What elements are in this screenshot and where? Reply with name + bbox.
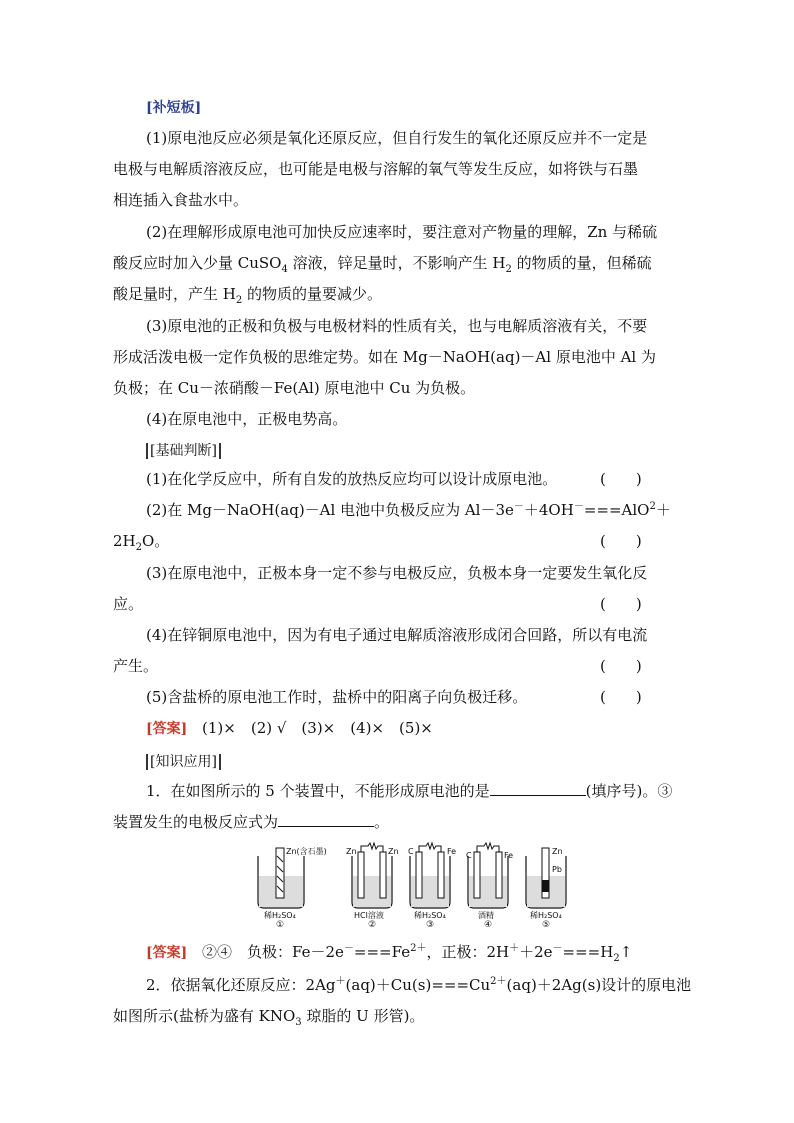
cell-5-number: ⑤ — [542, 920, 551, 930]
cell-2-number: ② — [368, 920, 377, 930]
cell-5-top-label: Zn — [552, 847, 563, 856]
judge-q1: (1)在化学反应中，所有自发的放热反应均可以设计成原电池。 — [146, 470, 558, 488]
section-heading-zhi-shi-ying-yong: [知识应用] — [146, 752, 221, 772]
judge-q2-line-2: $2H_2O$。 — [113, 532, 170, 553]
cell-4-left-label: C — [466, 851, 472, 860]
paragraph-1-line-3: 相连插入食盐水中。 — [113, 191, 249, 209]
cell-5-solution: 稀H₂SO₄ — [530, 911, 562, 920]
judge-q4-line-2: 产生。 — [113, 657, 159, 675]
cell-3-solution: 稀H₂SO₄ — [414, 911, 446, 920]
paragraph-3-line-3: 负极；在 Cu－浓硝酸－Fe(Al) 原电池中 Cu 为负极。 — [113, 379, 476, 397]
cell-4-number: ④ — [484, 920, 493, 930]
answer-blank-2[interactable] — [278, 810, 374, 827]
paragraph-1-line-2: 电极与电解质溶液反应，也可能是电极与溶解的氧气等发生反应，如将铁与石墨 — [113, 160, 639, 178]
cell-2 — [346, 843, 399, 930]
answer-formula: ②④ 负极：$Fe-2e^-===Fe^{2+}$，正极：$2H^++2e^-===H_2↑$ — [202, 943, 633, 964]
heading-text: [补短板] — [146, 100, 202, 116]
apply-q1-line-1: 1．在如图所示的 5 个装置中，不能形成原电池的是 (填序号)。③ — [146, 779, 672, 801]
judge-q3-line-2: 应。 — [113, 595, 144, 613]
cell-3-number: ③ — [426, 920, 435, 930]
paragraph-2-line-1: (2)在理解形成原电池可加快反应速率时，要注意对产物量的理解，Zn 与稀硫 — [146, 223, 658, 241]
judge-q3-paren: ( ) — [600, 595, 642, 613]
answer-tag: [答案] — [146, 721, 188, 737]
section-heading-ji-chu-pan-duan: [基础判断] — [146, 441, 221, 461]
judge-q3-line-1: (3)在原电池中，正极本身一定不参与电极反应，负极本身一定要发生氧化反 — [146, 564, 648, 582]
paragraph-4: (4)在原电池中，正极电势高。 — [146, 410, 348, 428]
cell-2-right-label: Zn — [388, 847, 399, 856]
answer-text: (1)× (2) √ (3)× (4)× (5)× — [202, 719, 433, 737]
cell-1-number: ① — [276, 920, 285, 930]
cell-1 — [258, 846, 327, 930]
cell-2-solution: HCl溶液 — [354, 911, 384, 920]
judge-q2-line-1: (2)在 Mg－NaOH(aq)－Al 电池中负极反应为 Al－3e－＋4OH－===AlO$^2$＋ — [146, 501, 671, 519]
judge-q2-paren: ( ) — [600, 532, 642, 550]
cell-2-left-label: Zn — [346, 847, 357, 856]
apply-q1-line-2: 装置发生的电极反应式为 。 — [113, 810, 389, 832]
cell-4-solution: 酒精 — [478, 911, 494, 920]
paragraph-1-line-1: (1)原电池反应必须是氧化还原反应，但自行发生的氧化还原反应并不一定是 — [146, 129, 648, 147]
section-heading-bu-duan-ban — [146, 98, 201, 118]
cell-3-right-label: Fe — [447, 847, 457, 856]
cell-1-solution: 稀H₂SO₄ — [264, 911, 296, 920]
cell-4 — [466, 843, 513, 930]
cell-3-left-label: C — [408, 847, 414, 856]
cell-5 — [526, 847, 566, 930]
judge-q5-paren: ( ) — [600, 688, 642, 706]
paragraph-2-line-3: 酸足量时，产生 $H_2$ 的物质的量要减少。 — [113, 285, 383, 306]
cell-3 — [408, 843, 456, 930]
judge-answer — [146, 718, 433, 739]
cell-5-inner-label: Pb — [552, 865, 562, 874]
cell-4-right-label: Fe — [504, 851, 514, 860]
apply-q2-line-2: 如图所示(盐桥为盛有 $KNO_3$ 琼脂的 U 形管)。 — [113, 1007, 425, 1028]
judge-q1-paren: ( ) — [600, 470, 642, 488]
galvanic-cells-figure — [250, 842, 580, 930]
paragraph-3-line-1: (3)原电池的正极和负极与电极材料的性质有关，也与电解质溶液有关，不要 — [146, 317, 648, 335]
judge-q4-paren: ( ) — [600, 657, 642, 675]
apply-q1-answer — [146, 942, 632, 963]
answer-blank-1[interactable] — [490, 779, 586, 796]
electrode — [276, 848, 284, 898]
paragraph-2-line-2: 酸反应时加入少量 CuSO$_4$ 溶液，锌足量时，不影响产生 $H_2$ 的物质的量，但稀硫 — [113, 254, 652, 275]
paragraph-3-line-2: 形成活泼电极一定作负极的思维定势。如在 Mg－NaOH(aq)－Al 原电池中 Al 为 — [113, 348, 656, 366]
judge-q4-line-1: (4)在锌铜原电池中，因为有电子通过电解质溶液形成闭合回路，所以有电流 — [146, 626, 648, 644]
apply-q2-line-1: 2．依据氧化还原反应：$2Ag^+(aq)+Cu(s)===Cu^{2+}(aq)+2Ag(s)$设计的原电池 — [146, 976, 692, 994]
cell-1-electrode-label: Zn(含石墨) — [286, 847, 327, 856]
judge-q5: (5)含盐桥的原电池工作时，盐桥中的阳离子向负极迁移。 — [146, 688, 528, 706]
answer-tag: [答案] — [146, 945, 188, 961]
